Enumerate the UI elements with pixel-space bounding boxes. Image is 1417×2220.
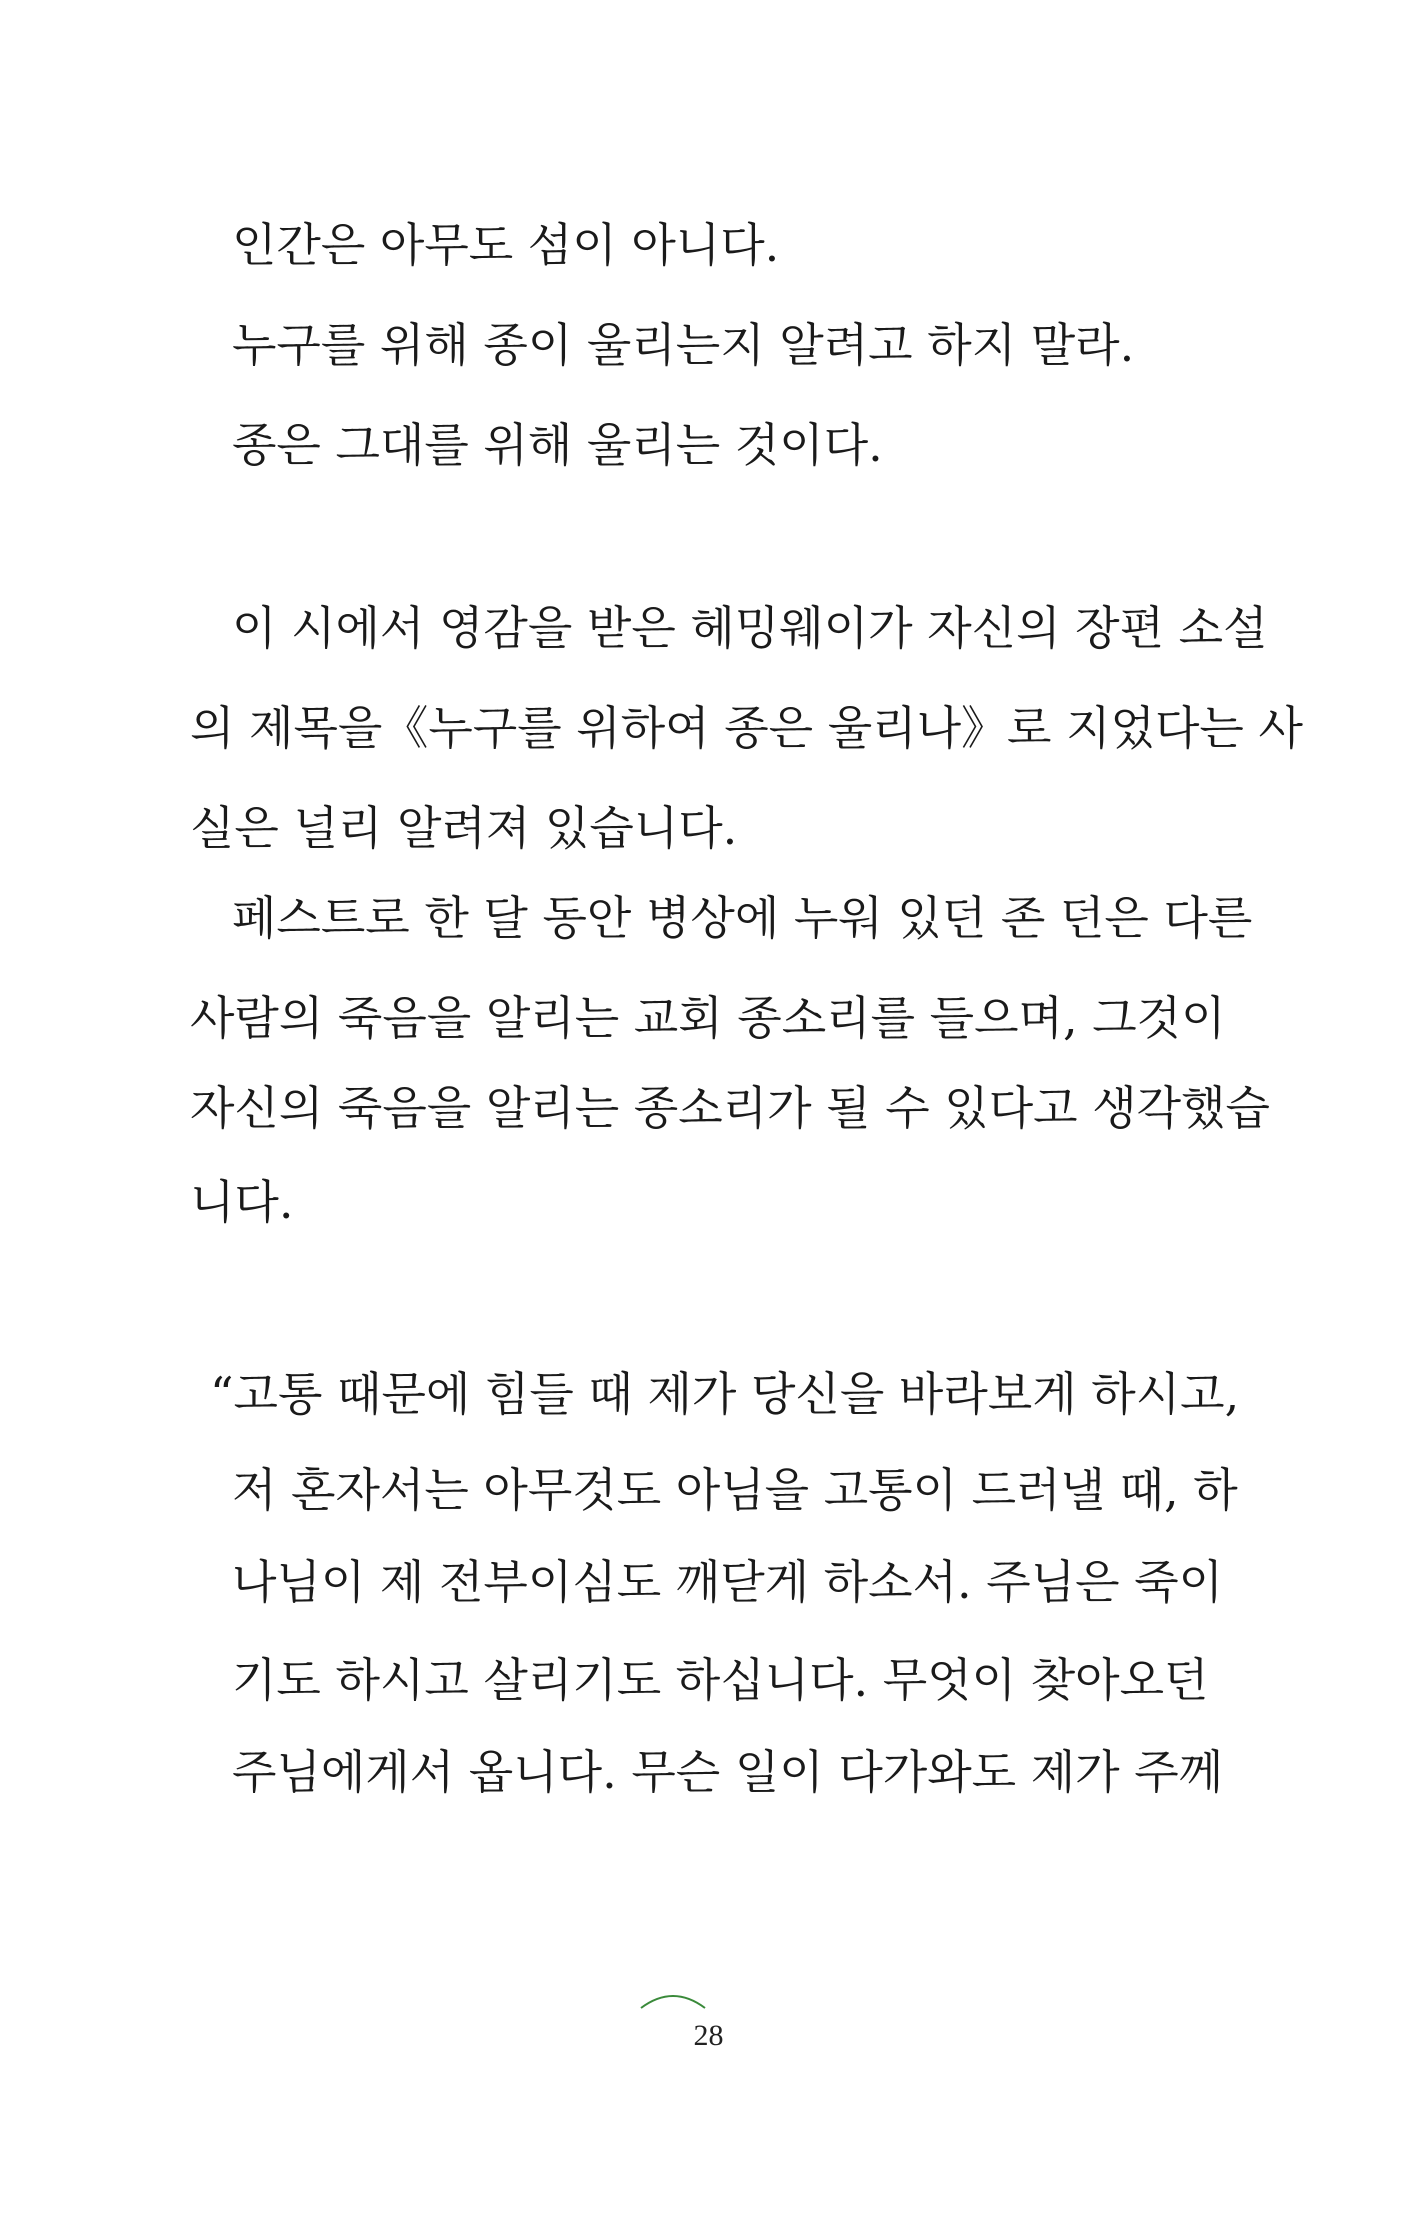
poem-line: 인간은 아무도 섬이 아니다. <box>232 218 780 272</box>
paragraph-line: 니다. <box>190 1175 294 1229</box>
paragraph-line: 사람의 죽음을 알리는 교회 종소리를 들으며, 그것이 <box>190 991 1226 1045</box>
page-number: 28 <box>693 2019 724 2052</box>
quote-line: “고통 때문에 힘들 때 제가 당신을 바라보게 하시고, <box>210 1367 1240 1421</box>
poem-line: 누구를 위해 종이 울리는지 알려고 하지 말라. <box>232 318 1135 372</box>
folio-arc-icon <box>638 1988 708 2012</box>
paragraph-line: 이 시에서 영감을 받은 헤밍웨이가 자신의 장편 소설 <box>232 601 1268 655</box>
quote-line: 기도 하시고 살리기도 하십니다. 무엇이 찾아오던 <box>232 1653 1209 1707</box>
paragraph-line: 페스트로 한 달 동안 병상에 누워 있던 존 던은 다른 <box>232 891 1253 945</box>
paragraph-line: 실은 널리 알려져 있습니다. <box>190 801 738 855</box>
quote-line: 저 혼자서는 아무것도 아님을 고통이 드러낼 때, 하 <box>232 1463 1238 1517</box>
paragraph-line: 의 제목을《누구를 위하여 종은 울리나》로 지었다는 사 <box>190 701 1303 755</box>
poem-line: 종은 그대를 위해 울리는 것이다. <box>232 418 883 472</box>
quote-line: 나님이 제 전부이심도 깨닫게 하소서. 주님은 죽이 <box>232 1555 1224 1609</box>
paragraph-line: 자신의 죽음을 알리는 종소리가 될 수 있다고 생각했습 <box>190 1081 1270 1135</box>
quote-line: 주님에게서 옵니다. 무슨 일이 다가와도 제가 주께 <box>232 1745 1224 1799</box>
